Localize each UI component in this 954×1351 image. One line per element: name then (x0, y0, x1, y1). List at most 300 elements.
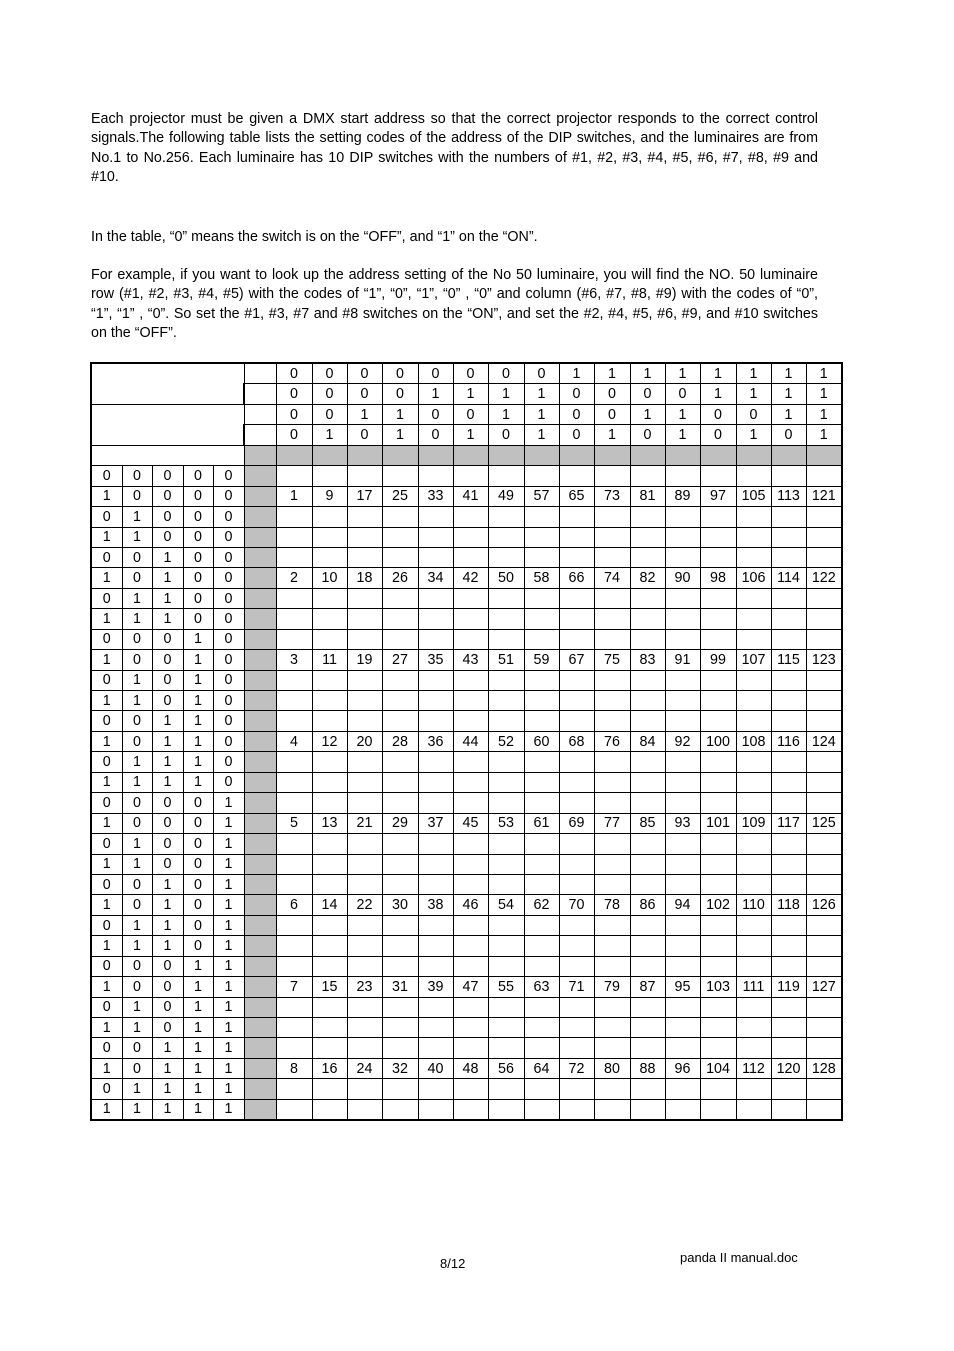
table-row (91, 547, 842, 567)
switch-code-cell: 1 (122, 834, 152, 854)
address-cell (488, 629, 524, 649)
address-cell (594, 1018, 630, 1038)
switch-code-cell: 0 (213, 691, 244, 711)
switch-code-cell: 1 (183, 1058, 213, 1078)
address-cell (418, 588, 453, 608)
address-cell: 78 (594, 895, 630, 915)
address-cell (594, 1079, 630, 1099)
address-cell (312, 936, 347, 956)
address-cell: 67 (559, 650, 594, 670)
address-cell: 52 (488, 731, 524, 751)
table-row (91, 915, 842, 935)
address-cell (736, 629, 771, 649)
switch-code-cell: 1 (152, 588, 183, 608)
gray-cell (244, 547, 276, 567)
address-cell (559, 670, 594, 690)
address-cell: 11 (312, 650, 347, 670)
switch-code-cell: 0 (559, 404, 594, 424)
table-row (91, 977, 842, 997)
gray-cell (630, 445, 665, 465)
address-cell (276, 547, 312, 567)
address-cell (559, 691, 594, 711)
gray-cell (244, 915, 276, 935)
switch-code-cell: 1 (183, 1079, 213, 1099)
switch-code-cell: 1 (559, 363, 594, 384)
address-cell (594, 527, 630, 547)
address-cell (806, 691, 842, 711)
address-cell (700, 997, 736, 1017)
address-cell (276, 956, 312, 976)
address-cell (418, 507, 453, 527)
gray-cell (453, 445, 488, 465)
address-cell (524, 547, 559, 567)
address-cell (806, 997, 842, 1017)
address-cell: 93 (665, 813, 700, 833)
address-cell (382, 466, 418, 486)
switch-code-cell: 1 (91, 650, 122, 670)
address-cell (806, 874, 842, 894)
legend-paragraph: In the table, “0” means the switch is on the “OFF”, and “1” on the “ON”. (91, 229, 538, 245)
address-cell (382, 793, 418, 813)
address-cell (559, 936, 594, 956)
gray-cell (594, 445, 630, 465)
address-cell (700, 752, 736, 772)
switch-code-cell: 0 (213, 466, 244, 486)
switch-code-cell: 1 (122, 854, 152, 874)
address-cell (665, 834, 700, 854)
address-cell: 125 (806, 813, 842, 833)
gray-cell (700, 445, 736, 465)
separator-blank-cell (91, 445, 244, 465)
address-cell (276, 670, 312, 690)
address-cell: 126 (806, 895, 842, 915)
address-cell (559, 793, 594, 813)
gray-cell (312, 445, 347, 465)
address-cell (347, 609, 382, 629)
page-number: 8/12 (440, 1256, 466, 1271)
address-cell (806, 915, 842, 935)
address-cell (347, 711, 382, 731)
address-cell (312, 547, 347, 567)
switch-code-cell: 0 (122, 650, 152, 670)
address-cell: 21 (347, 813, 382, 833)
address-cell (488, 527, 524, 547)
address-cell (347, 854, 382, 874)
switch-code-cell: 0 (347, 425, 382, 445)
gray-cell (244, 527, 276, 547)
switch-code-cell: 0 (91, 466, 122, 486)
address-cell (665, 670, 700, 690)
address-cell (312, 507, 347, 527)
switch-code-cell: 1 (122, 752, 152, 772)
address-cell: 90 (665, 568, 700, 588)
address-cell: 61 (524, 813, 559, 833)
address-cell (524, 997, 559, 1017)
address-cell (312, 609, 347, 629)
address-cell (771, 854, 806, 874)
address-cell: 33 (418, 486, 453, 506)
address-cell (771, 956, 806, 976)
address-cell (559, 527, 594, 547)
address-cell (700, 670, 736, 690)
address-cell: 34 (418, 568, 453, 588)
address-cell (771, 1038, 806, 1058)
address-cell: 23 (347, 977, 382, 997)
switch-code-cell: 0 (122, 874, 152, 894)
switch-code-cell: 1 (771, 404, 806, 424)
address-cell (276, 527, 312, 547)
switch-code-cell: 1 (152, 547, 183, 567)
address-cell (276, 854, 312, 874)
address-cell (700, 466, 736, 486)
address-cell (312, 588, 347, 608)
address-cell: 110 (736, 895, 771, 915)
address-cell (418, 936, 453, 956)
address-cell (559, 1038, 594, 1058)
address-cell (559, 752, 594, 772)
address-cell (630, 956, 665, 976)
address-cell (382, 936, 418, 956)
address-cell (559, 1079, 594, 1099)
switch-code-cell: 0 (91, 915, 122, 935)
table-row (91, 1038, 842, 1058)
switch-code-cell: 1 (152, 752, 183, 772)
address-cell (418, 1079, 453, 1099)
address-cell: 55 (488, 977, 524, 997)
address-cell (665, 507, 700, 527)
switch-code-cell: 1 (91, 1018, 122, 1038)
gray-cell (244, 691, 276, 711)
address-cell (453, 609, 488, 629)
address-cell (312, 752, 347, 772)
address-cell (453, 466, 488, 486)
switch-code-cell: 0 (183, 915, 213, 935)
table-row (91, 507, 842, 527)
switch-code-cell: 0 (276, 363, 312, 384)
switch-code-cell: 0 (91, 588, 122, 608)
switch-code-cell: 1 (122, 772, 152, 792)
switch-code-cell: 1 (213, 854, 244, 874)
address-cell (806, 670, 842, 690)
address-cell (665, 527, 700, 547)
address-cell (418, 547, 453, 567)
switch-code-cell: 0 (183, 813, 213, 833)
address-cell (630, 915, 665, 935)
address-cell (276, 1079, 312, 1099)
switch-code-cell: 1 (152, 1079, 183, 1099)
address-cell (665, 609, 700, 629)
switch-code-cell: 1 (152, 609, 183, 629)
address-cell: 49 (488, 486, 524, 506)
switch-code-cell: 1 (213, 1018, 244, 1038)
address-cell (524, 752, 559, 772)
address-cell (700, 956, 736, 976)
address-cell (771, 793, 806, 813)
address-cell (559, 609, 594, 629)
address-cell: 116 (771, 731, 806, 751)
address-cell (382, 1079, 418, 1099)
address-cell (382, 752, 418, 772)
switch-code-cell: 0 (152, 793, 183, 813)
address-cell: 68 (559, 731, 594, 751)
switch-code-cell: 1 (382, 404, 418, 424)
address-cell (312, 793, 347, 813)
switch-code-cell: 0 (122, 793, 152, 813)
switch-code-cell: 0 (152, 997, 183, 1017)
address-cell (594, 711, 630, 731)
address-cell (312, 956, 347, 976)
gray-cell (244, 568, 276, 588)
table-row (91, 1018, 842, 1038)
switch-code-cell: 1 (312, 425, 347, 445)
address-cell (276, 1099, 312, 1120)
address-cell: 46 (453, 895, 488, 915)
address-cell: 94 (665, 895, 700, 915)
address-cell (524, 527, 559, 547)
address-cell (736, 466, 771, 486)
address-cell (312, 997, 347, 1017)
switch-code-cell: 0 (122, 895, 152, 915)
address-cell (559, 834, 594, 854)
address-cell (771, 670, 806, 690)
address-cell (806, 629, 842, 649)
switch-code-cell: 1 (122, 527, 152, 547)
table-row (91, 752, 842, 772)
address-cell (806, 466, 842, 486)
address-cell (806, 834, 842, 854)
address-cell (382, 854, 418, 874)
gray-cell (244, 629, 276, 649)
switch-code-cell: 1 (594, 425, 630, 445)
address-cell (276, 997, 312, 1017)
address-cell (665, 936, 700, 956)
switch-code-cell: 1 (213, 1079, 244, 1099)
address-cell (524, 609, 559, 629)
address-cell (312, 874, 347, 894)
switch-code-cell: 0 (122, 629, 152, 649)
address-cell (736, 956, 771, 976)
address-cell (736, 1079, 771, 1099)
address-cell (806, 936, 842, 956)
table-row (91, 874, 842, 894)
address-cell (312, 711, 347, 731)
switch-code-cell: 0 (418, 363, 453, 384)
address-cell (453, 691, 488, 711)
switch-code-cell: 0 (91, 874, 122, 894)
address-cell (347, 691, 382, 711)
address-cell (276, 609, 312, 629)
switch-code-cell: 1 (122, 936, 152, 956)
address-cell: 58 (524, 568, 559, 588)
address-cell: 66 (559, 568, 594, 588)
table-row (91, 629, 842, 649)
address-cell (594, 1099, 630, 1120)
address-cell (771, 1079, 806, 1099)
switch-code-cell: 0 (91, 670, 122, 690)
address-cell (488, 1018, 524, 1038)
address-cell: 16 (312, 1058, 347, 1078)
gray-cell (244, 588, 276, 608)
address-cell (736, 670, 771, 690)
address-cell: 35 (418, 650, 453, 670)
switch-code-cell: 0 (213, 752, 244, 772)
switch-code-cell: 1 (665, 363, 700, 384)
table-row (91, 895, 842, 915)
switch-code-cell: 0 (213, 711, 244, 731)
address-cell (453, 915, 488, 935)
address-cell: 111 (736, 977, 771, 997)
switch-code-cell: 0 (91, 956, 122, 976)
address-cell: 59 (524, 650, 559, 670)
address-cell (347, 772, 382, 792)
address-cell (559, 874, 594, 894)
gray-cell (244, 793, 276, 813)
address-cell: 102 (700, 895, 736, 915)
address-cell: 48 (453, 1058, 488, 1078)
address-cell (418, 956, 453, 976)
address-cell (559, 588, 594, 608)
address-cell (665, 793, 700, 813)
address-cell (594, 834, 630, 854)
address-cell (382, 691, 418, 711)
address-cell (736, 547, 771, 567)
switch-code-cell: 1 (183, 997, 213, 1017)
address-cell (312, 629, 347, 649)
switch-code-cell: 1 (91, 813, 122, 833)
address-cell (736, 711, 771, 731)
address-cell: 38 (418, 895, 453, 915)
address-cell (700, 1038, 736, 1058)
address-cell: 51 (488, 650, 524, 670)
address-cell (382, 609, 418, 629)
switch-code-cell: 1 (524, 404, 559, 424)
address-cell (630, 997, 665, 1017)
address-cell (524, 711, 559, 731)
switch-code-cell: 1 (213, 997, 244, 1017)
switch-code-cell: 0 (91, 507, 122, 527)
switch-code-cell: 0 (91, 711, 122, 731)
address-cell (524, 588, 559, 608)
switch-code-cell: 0 (183, 507, 213, 527)
address-cell: 81 (630, 486, 665, 506)
address-cell: 113 (771, 486, 806, 506)
switch-code-cell: 1 (91, 609, 122, 629)
address-cell (594, 997, 630, 1017)
address-cell (524, 772, 559, 792)
address-cell (630, 1099, 665, 1120)
address-cell (630, 588, 665, 608)
switch-code-cell: 1 (524, 384, 559, 404)
address-cell: 32 (382, 1058, 418, 1078)
switch-code-cell: 0 (91, 629, 122, 649)
switch-code-cell: 1 (91, 1099, 122, 1120)
gray-cell (244, 895, 276, 915)
gray-cell (244, 466, 276, 486)
address-cell: 87 (630, 977, 665, 997)
address-cell (630, 1038, 665, 1058)
address-cell (559, 1018, 594, 1038)
switch-code-cell: 0 (152, 466, 183, 486)
switch-code-cell: 1 (806, 404, 842, 424)
switch-code-cell: 1 (771, 384, 806, 404)
address-cell (418, 691, 453, 711)
address-cell (806, 854, 842, 874)
address-cell: 6 (276, 895, 312, 915)
switch-code-cell: 0 (122, 568, 152, 588)
switch-code-cell: 0 (152, 854, 183, 874)
switch-code-cell: 0 (152, 629, 183, 649)
switch-code-cell: 0 (213, 547, 244, 567)
dip-switch-address-table (90, 362, 843, 1121)
address-cell: 56 (488, 1058, 524, 1078)
address-cell: 117 (771, 813, 806, 833)
address-cell (771, 874, 806, 894)
address-cell (594, 793, 630, 813)
switch-code-cell: 1 (488, 404, 524, 424)
gray-cell (244, 445, 276, 465)
switch-code-cell: 1 (213, 956, 244, 976)
switch-code-cell: 0 (559, 384, 594, 404)
address-cell (453, 834, 488, 854)
switch-code-cell: 1 (183, 1099, 213, 1120)
address-cell (771, 997, 806, 1017)
table-row (91, 1099, 842, 1120)
address-cell (771, 772, 806, 792)
switch-code-cell: 1 (347, 404, 382, 424)
address-cell (559, 915, 594, 935)
address-cell: 25 (382, 486, 418, 506)
switch-code-cell: 1 (213, 834, 244, 854)
address-cell (524, 629, 559, 649)
switch-code-cell: 0 (312, 404, 347, 424)
switch-code-cell: 0 (630, 384, 665, 404)
address-cell: 71 (559, 977, 594, 997)
address-cell (524, 854, 559, 874)
address-cell (382, 997, 418, 1017)
address-cell (806, 507, 842, 527)
gray-cell (771, 445, 806, 465)
switch-code-cell: 0 (213, 629, 244, 649)
address-cell (488, 1079, 524, 1099)
switch-code-cell: 0 (152, 527, 183, 547)
switch-code-cell: 0 (382, 363, 418, 384)
switch-code-cell: 0 (122, 547, 152, 567)
switch-code-cell: 0 (276, 425, 312, 445)
address-cell (382, 772, 418, 792)
address-cell: 69 (559, 813, 594, 833)
address-cell (453, 629, 488, 649)
address-cell (453, 670, 488, 690)
address-cell (382, 507, 418, 527)
address-cell (806, 793, 842, 813)
address-cell: 79 (594, 977, 630, 997)
address-cell (276, 588, 312, 608)
switch-code-cell: 0 (559, 425, 594, 445)
address-cell (700, 507, 736, 527)
address-cell (312, 772, 347, 792)
gray-cell (244, 752, 276, 772)
switch-code-cell: 1 (122, 997, 152, 1017)
address-cell (559, 711, 594, 731)
address-cell (559, 997, 594, 1017)
switch-code-cell: 0 (665, 384, 700, 404)
address-cell (276, 752, 312, 772)
address-cell: 86 (630, 895, 665, 915)
address-cell: 39 (418, 977, 453, 997)
address-cell (594, 670, 630, 690)
address-cell (559, 466, 594, 486)
separator-row (91, 445, 842, 465)
